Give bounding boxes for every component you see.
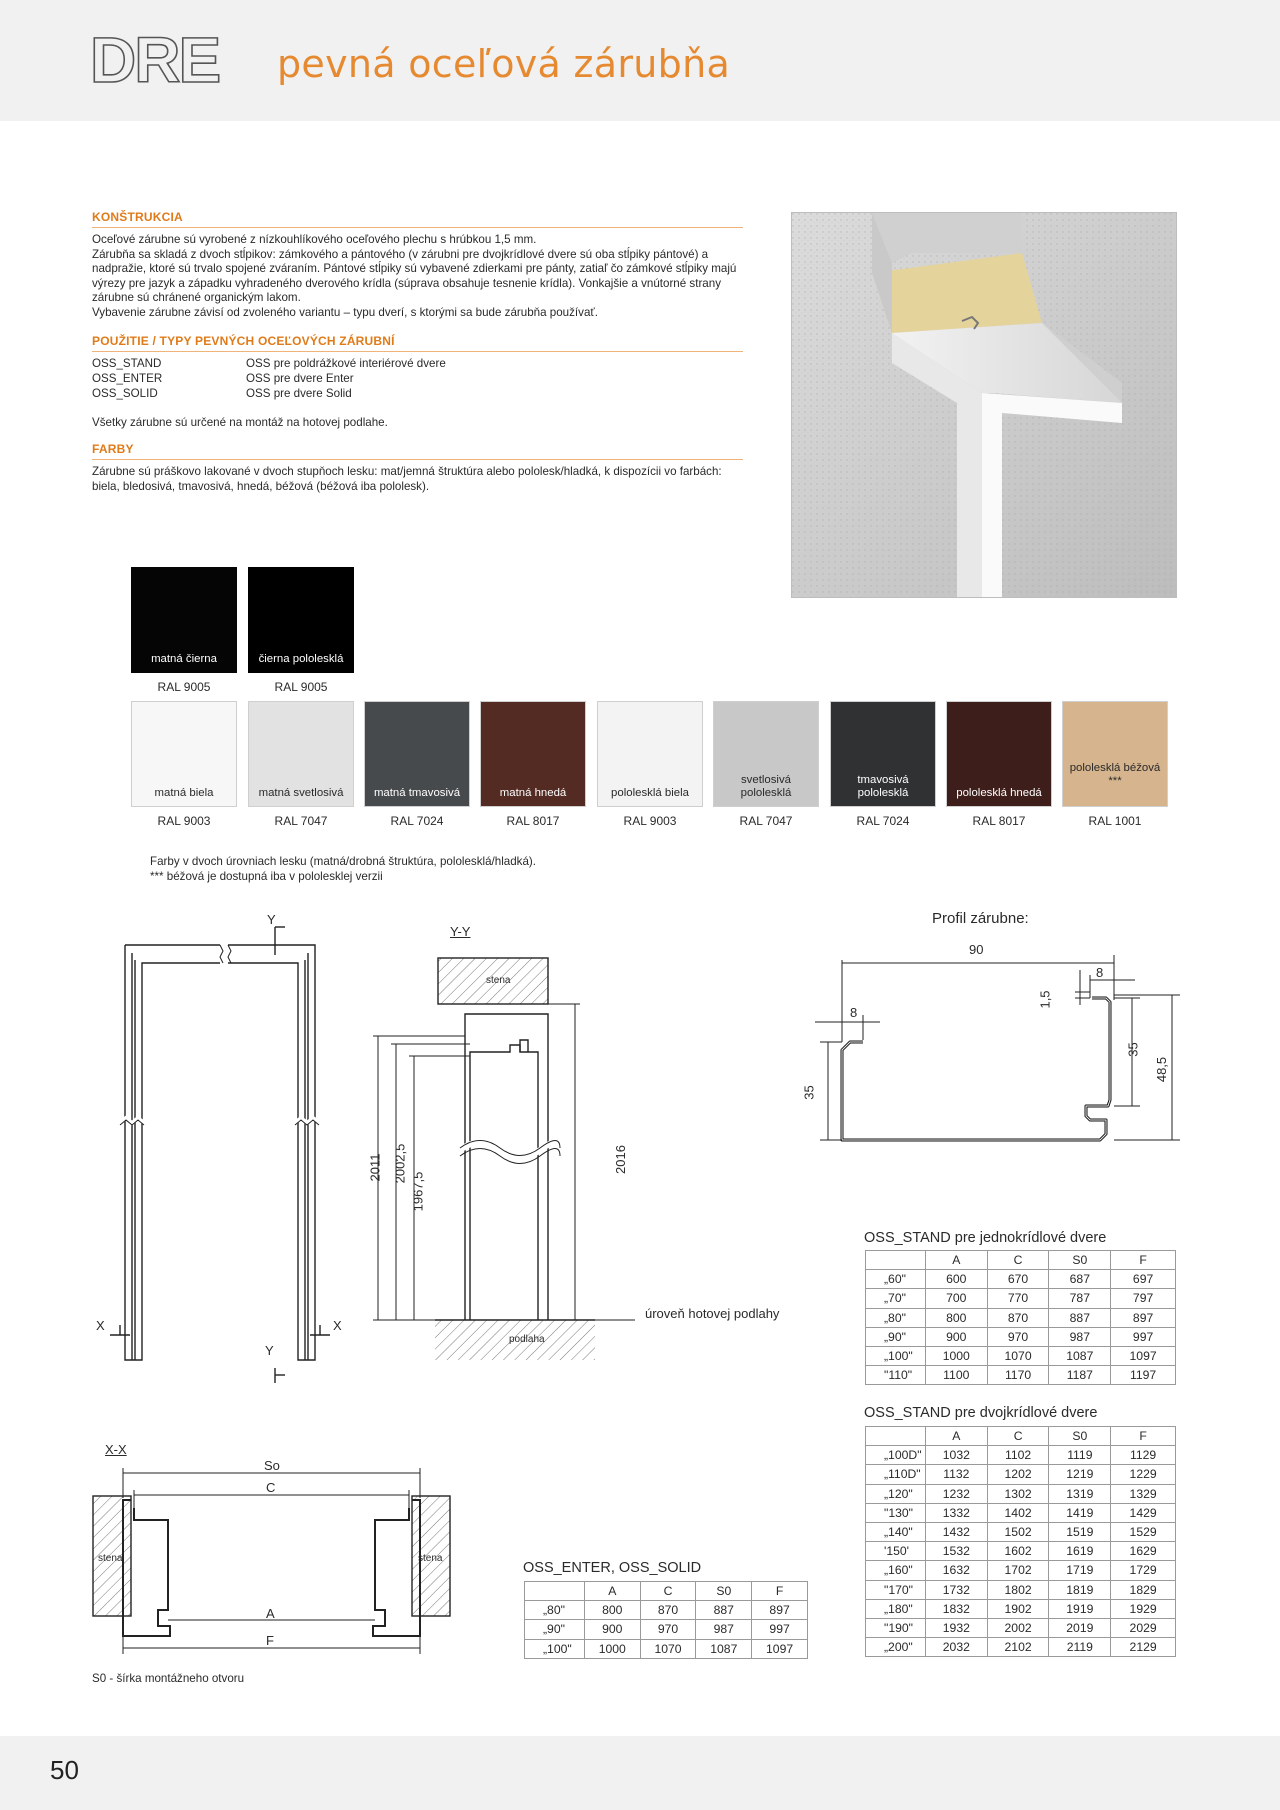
table-row bbox=[866, 1542, 1176, 1561]
table-header-cell bbox=[525, 1582, 585, 1601]
table-cell: 797 bbox=[1111, 1289, 1176, 1308]
table-cell: 1032 bbox=[925, 1446, 987, 1465]
table-single bbox=[865, 1250, 1176, 1385]
table-header-cell: F bbox=[1111, 1251, 1176, 1270]
table-row bbox=[866, 1484, 1176, 1503]
table-row bbox=[525, 1639, 808, 1658]
table-row bbox=[866, 1580, 1176, 1599]
table-cell: „80" bbox=[866, 1308, 926, 1327]
label-floor: podlaha bbox=[509, 1334, 545, 1345]
page-number: 50 bbox=[50, 1755, 79, 1785]
table-cell: 2032 bbox=[925, 1638, 987, 1657]
frame-photo bbox=[791, 212, 1177, 598]
swatch-ral: RAL 7024 bbox=[856, 814, 910, 828]
table-cell: "130" bbox=[866, 1503, 926, 1522]
swatch-label: pololesklá béžová *** bbox=[1069, 762, 1161, 787]
usage-heading: POUŽITIE / TYPY PEVNÝCH OCEĽOVÝCH ZÁRUBNÍ bbox=[92, 334, 743, 352]
table-header-cell bbox=[866, 1427, 926, 1446]
table-cell: 1532 bbox=[925, 1542, 987, 1561]
table-cell: 1729 bbox=[1111, 1561, 1176, 1580]
construction-line: Vybavenie zárubne závisí od zvoleného variantu – typu dverí, s ktorými sa bude zárubňa používať. bbox=[92, 305, 598, 319]
swatch-pololeskla-biela bbox=[597, 701, 703, 807]
swatch-matna-svetlosiva bbox=[248, 701, 354, 807]
table-cell: 1229 bbox=[1111, 1465, 1176, 1484]
usage-note: Všetky zárubne sú určené na montáž na hotovej podlahe. bbox=[92, 416, 388, 429]
swatch-label: tmavosivá pololesklá bbox=[857, 774, 909, 799]
table-double-caption: OSS_STAND pre dvojkrídlové dvere bbox=[864, 1405, 1098, 1421]
table-cell: 1319 bbox=[1049, 1484, 1111, 1503]
table-cell: 1202 bbox=[987, 1465, 1049, 1484]
table-row bbox=[866, 1618, 1176, 1637]
label-wall-left: stena bbox=[98, 1553, 123, 1564]
table-cell: „100" bbox=[866, 1346, 926, 1365]
table-cell: 970 bbox=[640, 1620, 696, 1639]
swatch-label: matná tmavosivá bbox=[373, 787, 461, 799]
table-cell: 1332 bbox=[925, 1503, 987, 1522]
table-cell: 2119 bbox=[1049, 1638, 1111, 1657]
dre-logo bbox=[90, 30, 250, 88]
table-cell: 987 bbox=[1049, 1327, 1111, 1346]
usage-item bbox=[92, 356, 692, 371]
table-row bbox=[866, 1446, 1176, 1465]
usage-desc: OSS pre dvere Solid bbox=[246, 387, 352, 400]
table-enter bbox=[524, 1581, 808, 1659]
table-cell: 1432 bbox=[925, 1522, 987, 1541]
table-cell: 1702 bbox=[987, 1561, 1049, 1580]
swatch-label: pololesklá biela bbox=[611, 787, 689, 799]
table-cell: 987 bbox=[696, 1620, 752, 1639]
table-header-cell: A bbox=[925, 1427, 987, 1446]
table-cell: 1719 bbox=[1049, 1561, 1111, 1580]
colors-text: Zárubne sú práškovo lakované v dvoch stupňoch lesku: mat/jemná štruktúra alebo pololesk/hladká, k dispozícii vo farbách: biela, bledosivá, tmavosivá, hnedá, béžová (béžová iba pololesk). bbox=[92, 465, 722, 493]
swatch-pololeskla-hneda bbox=[946, 701, 1052, 807]
table-cell: 1832 bbox=[925, 1599, 987, 1618]
table-cell: 1629 bbox=[1111, 1542, 1176, 1561]
dim-2002-5: 2002,5 bbox=[392, 1143, 408, 1184]
table-cell: 870 bbox=[987, 1308, 1049, 1327]
label-wall-yy: stena bbox=[486, 975, 511, 986]
svg-text:DRE: DRE bbox=[90, 30, 220, 88]
colors-heading: FARBY bbox=[92, 442, 743, 460]
table-cell: '150' bbox=[866, 1542, 926, 1561]
table-cell: 1302 bbox=[987, 1484, 1049, 1503]
swatch-pololeskla-bezova bbox=[1062, 701, 1168, 807]
table-single-caption: OSS_STAND pre jednokrídlové dvere bbox=[864, 1230, 1107, 1246]
swatch-ral: RAL 9003 bbox=[157, 814, 211, 828]
usage-desc: OSS pre dvere Enter bbox=[246, 372, 354, 385]
swatch-label: pololesklá hnedá bbox=[956, 787, 1042, 799]
table-row bbox=[866, 1503, 1176, 1522]
table-cell: 1619 bbox=[1049, 1542, 1111, 1561]
construction-line: Zárubňa sa skladá z dvoch stĺpikov: zámkového a pántového (v zárubni pre dvojkrídlové dvere sú oba stĺpiky pántové) a nadpražie, ktoré sú trvalo spojené zváraním. Pántové stĺpiky sú vybavené zdierkami pre pánty, zatiaľ čo zámkové stĺpiky majú výrezy pre jazyk a západku vyhradeného dverového krídla (súprava obsahuje tesnenie krídla). Vonkajšie a vnútorné strany zárubne sú chránené organickým lakom. bbox=[92, 247, 737, 305]
table-row bbox=[866, 1638, 1176, 1657]
table-cell: 1070 bbox=[987, 1346, 1049, 1365]
table-cell: 2002 bbox=[987, 1618, 1049, 1637]
usage-item bbox=[92, 371, 692, 386]
table-cell: 687 bbox=[1049, 1270, 1111, 1289]
table-row bbox=[525, 1620, 808, 1639]
table-double bbox=[865, 1426, 1176, 1657]
table-enter-caption: OSS_ENTER, OSS_SOLID bbox=[523, 1560, 702, 1576]
swatch-label: matná biela bbox=[154, 787, 214, 799]
table-cell: 887 bbox=[1049, 1308, 1111, 1327]
construction-heading: KONŠTRUKCIA bbox=[92, 210, 743, 228]
page-footer bbox=[0, 1736, 1280, 1810]
swatch-label: matná hnedá bbox=[499, 787, 567, 799]
table-cell: 1519 bbox=[1049, 1522, 1111, 1541]
frame-section-yy bbox=[370, 950, 640, 1370]
table-row bbox=[525, 1601, 808, 1620]
table-header-row bbox=[866, 1427, 1176, 1446]
table-cell: 697 bbox=[1111, 1270, 1176, 1289]
dim-f: F bbox=[266, 1633, 274, 1648]
label-wall-right: stena bbox=[418, 1553, 443, 1564]
table-header-cell: F bbox=[1111, 1427, 1176, 1446]
table-header-cell: A bbox=[584, 1582, 640, 1601]
swatch-cierna-pololeskla bbox=[248, 567, 354, 673]
label-y-bottom: Y bbox=[265, 1343, 274, 1358]
table-header-cell: F bbox=[752, 1582, 808, 1601]
table-cell: 1329 bbox=[1111, 1484, 1176, 1503]
table-cell: 700 bbox=[925, 1289, 987, 1308]
label-x-left: X bbox=[96, 1318, 105, 1333]
table-cell: 1819 bbox=[1049, 1580, 1111, 1599]
swatch-label: čierna pololesklá bbox=[258, 653, 344, 665]
color-note-line: *** béžová je dostupná iba v pololesklej verzii bbox=[150, 870, 383, 883]
profile-title: Profil zárubne: bbox=[932, 910, 1029, 927]
table-cell: „70" bbox=[866, 1289, 926, 1308]
table-cell: 1087 bbox=[696, 1639, 752, 1658]
table-header-cell: A bbox=[925, 1251, 987, 1270]
table-cell: „180" bbox=[866, 1599, 926, 1618]
table-header-cell: C bbox=[987, 1251, 1049, 1270]
table-cell: "110" bbox=[866, 1366, 926, 1385]
table-cell: 670 bbox=[987, 1270, 1049, 1289]
usage-code: OSS_STAND bbox=[92, 357, 162, 370]
usage-code: OSS_ENTER bbox=[92, 372, 163, 385]
swatch-matna-tmavosiva bbox=[364, 701, 470, 807]
label-y-top: Y bbox=[267, 912, 276, 927]
table-cell: 800 bbox=[584, 1601, 640, 1620]
construction-line: Oceľové zárubne sú vyrobené z nízkouhlíkového oceľového plechu s hrúbkou 1,5 mm. bbox=[92, 233, 537, 246]
table-header-cell: S0 bbox=[1049, 1251, 1111, 1270]
table-cell: 2029 bbox=[1111, 1618, 1176, 1637]
color-note-line: Farby v dvoch úrovniach lesku (matná/drobná štruktúra, pololesklá/hladká). bbox=[150, 855, 537, 868]
construction-text bbox=[92, 233, 747, 321]
table-cell: 2019 bbox=[1049, 1618, 1111, 1637]
swatch-tmavosiva-pololeskla bbox=[830, 701, 936, 807]
table-cell: 1419 bbox=[1049, 1503, 1111, 1522]
page-title: pevná oceľová zárubňa bbox=[277, 42, 731, 86]
table-cell: „90" bbox=[525, 1620, 585, 1639]
swatch-svetlosiva-pololeskla bbox=[713, 701, 819, 807]
table-cell: 1632 bbox=[925, 1561, 987, 1580]
table-cell: 997 bbox=[1111, 1327, 1176, 1346]
usage-code: OSS_SOLID bbox=[92, 387, 158, 400]
table-cell: 1932 bbox=[925, 1618, 987, 1637]
table-cell: 1100 bbox=[925, 1366, 987, 1385]
table-cell: 1132 bbox=[925, 1465, 987, 1484]
swatch-ral: RAL 9005 bbox=[274, 680, 328, 694]
table-cell: „160" bbox=[866, 1561, 926, 1580]
profile-dim-1-5: 1,5 bbox=[1037, 990, 1053, 1009]
table-cell: 770 bbox=[987, 1289, 1049, 1308]
swatch-ral: RAL 7047 bbox=[274, 814, 328, 828]
table-cell: 600 bbox=[925, 1270, 987, 1289]
color-note bbox=[150, 854, 536, 884]
table-header-row bbox=[866, 1251, 1176, 1270]
table-cell: 897 bbox=[1111, 1308, 1176, 1327]
table-cell: 1119 bbox=[1049, 1446, 1111, 1465]
table-cell: 1529 bbox=[1111, 1522, 1176, 1541]
table-header-cell: S0 bbox=[696, 1582, 752, 1601]
table-cell: 1097 bbox=[1111, 1346, 1176, 1365]
table-cell: „200" bbox=[866, 1638, 926, 1657]
dim-so: So bbox=[264, 1458, 280, 1473]
table-cell: 1402 bbox=[987, 1503, 1049, 1522]
table-row bbox=[866, 1289, 1176, 1308]
swatch-ral: RAL 8017 bbox=[972, 814, 1026, 828]
table-cell: 1829 bbox=[1111, 1580, 1176, 1599]
table-cell: 2129 bbox=[1111, 1638, 1176, 1657]
swatch-ral: RAL 7024 bbox=[390, 814, 444, 828]
profile-dim-35-left: 35 bbox=[801, 1085, 817, 1100]
table-cell: 1219 bbox=[1049, 1465, 1111, 1484]
swatch-matna-hneda bbox=[480, 701, 586, 807]
table-cell: "170" bbox=[866, 1580, 926, 1599]
table-cell: 900 bbox=[584, 1620, 640, 1639]
table-row bbox=[866, 1561, 1176, 1580]
table-cell: 1070 bbox=[640, 1639, 696, 1658]
swatch-ral: RAL 9005 bbox=[157, 680, 211, 694]
swatch-matna-biela bbox=[131, 701, 237, 807]
table-cell: 1902 bbox=[987, 1599, 1049, 1618]
frame-front-view bbox=[90, 905, 330, 1385]
profile-dim-35-right: 35 bbox=[1125, 1042, 1141, 1057]
table-row bbox=[866, 1599, 1176, 1618]
table-cell: „90" bbox=[866, 1327, 926, 1346]
profile-dim-90: 90 bbox=[969, 942, 984, 957]
table-row bbox=[866, 1522, 1176, 1541]
table-cell: „100D" bbox=[866, 1446, 926, 1465]
table-cell: "190" bbox=[866, 1618, 926, 1637]
dim-2016: 2016 bbox=[612, 1145, 628, 1174]
table-cell: 897 bbox=[752, 1601, 808, 1620]
table-cell: 1187 bbox=[1049, 1366, 1111, 1385]
usage-desc: OSS pre poldrážkové interiérové dvere bbox=[246, 357, 446, 370]
table-cell: 1232 bbox=[925, 1484, 987, 1503]
table-row bbox=[866, 1327, 1176, 1346]
table-cell: 1429 bbox=[1111, 1503, 1176, 1522]
dim-c: C bbox=[266, 1480, 276, 1495]
label-yy: Y-Y bbox=[450, 924, 471, 939]
table-cell: 887 bbox=[696, 1601, 752, 1620]
table-cell: „120" bbox=[866, 1484, 926, 1503]
table-cell: 870 bbox=[640, 1601, 696, 1620]
dim-a: A bbox=[266, 1606, 275, 1621]
table-cell: 1097 bbox=[752, 1639, 808, 1658]
swatch-label: matná svetlosivá bbox=[258, 787, 344, 799]
table-cell: „60" bbox=[866, 1270, 926, 1289]
table-header-cell bbox=[866, 1251, 926, 1270]
label-x-right: X bbox=[333, 1318, 342, 1333]
table-cell: 787 bbox=[1049, 1289, 1111, 1308]
table-cell: 1929 bbox=[1111, 1599, 1176, 1618]
table-cell: 997 bbox=[752, 1620, 808, 1639]
label-floor-level: úroveň hotovej podlahy bbox=[645, 1306, 780, 1321]
table-cell: 1102 bbox=[987, 1446, 1049, 1465]
swatch-ral: RAL 7047 bbox=[739, 814, 793, 828]
dim-1967-5: 1967,5 bbox=[410, 1171, 426, 1212]
table-cell: 1000 bbox=[925, 1346, 987, 1365]
so-note: S0 - šírka montážneho otvoru bbox=[92, 1672, 245, 1685]
table-row bbox=[866, 1270, 1176, 1289]
swatch-ral: RAL 8017 bbox=[506, 814, 560, 828]
profile-dim-8-top: 8 bbox=[1096, 965, 1104, 980]
swatch-ral: RAL 1001 bbox=[1088, 814, 1142, 828]
table-cell: 1602 bbox=[987, 1542, 1049, 1561]
table-cell: 1087 bbox=[1049, 1346, 1111, 1365]
table-cell: 1197 bbox=[1111, 1366, 1176, 1385]
table-cell: „140" bbox=[866, 1522, 926, 1541]
table-cell: 800 bbox=[925, 1308, 987, 1327]
label-xx: X-X bbox=[105, 1442, 127, 1457]
table-row bbox=[866, 1346, 1176, 1365]
table-cell: 1502 bbox=[987, 1522, 1049, 1541]
table-cell: 1129 bbox=[1111, 1446, 1176, 1465]
table-cell: „80" bbox=[525, 1601, 585, 1620]
swatch-ral: RAL 9003 bbox=[623, 814, 677, 828]
table-cell: „110D" bbox=[866, 1465, 926, 1484]
swatch-label: matná čierna bbox=[151, 653, 217, 665]
table-cell: 2102 bbox=[987, 1638, 1049, 1657]
page-header bbox=[0, 0, 1280, 121]
table-cell: 1732 bbox=[925, 1580, 987, 1599]
table-header-cell: C bbox=[640, 1582, 696, 1601]
table-cell: 1919 bbox=[1049, 1599, 1111, 1618]
usage-item bbox=[92, 386, 692, 401]
dim-2011: 2011 bbox=[367, 1153, 383, 1182]
table-cell: 1802 bbox=[987, 1580, 1049, 1599]
usage-list bbox=[92, 356, 692, 401]
table-row bbox=[866, 1366, 1176, 1385]
swatch-label: svetlosivá pololesklá bbox=[740, 774, 792, 799]
profile-dim-8-left: 8 bbox=[850, 1005, 858, 1020]
table-header-cell: S0 bbox=[1049, 1427, 1111, 1446]
table-cell: 1170 bbox=[987, 1366, 1049, 1385]
table-header-cell: C bbox=[987, 1427, 1049, 1446]
profile-dim-48-5: 48,5 bbox=[1154, 1056, 1170, 1083]
table-cell: 1000 bbox=[584, 1639, 640, 1658]
table-cell: „100" bbox=[525, 1639, 585, 1658]
table-row bbox=[866, 1465, 1176, 1484]
table-cell: 900 bbox=[925, 1327, 987, 1346]
table-header-row bbox=[525, 1582, 808, 1601]
table-cell: 970 bbox=[987, 1327, 1049, 1346]
table-row bbox=[866, 1308, 1176, 1327]
swatch-matna-cierna bbox=[131, 567, 237, 673]
